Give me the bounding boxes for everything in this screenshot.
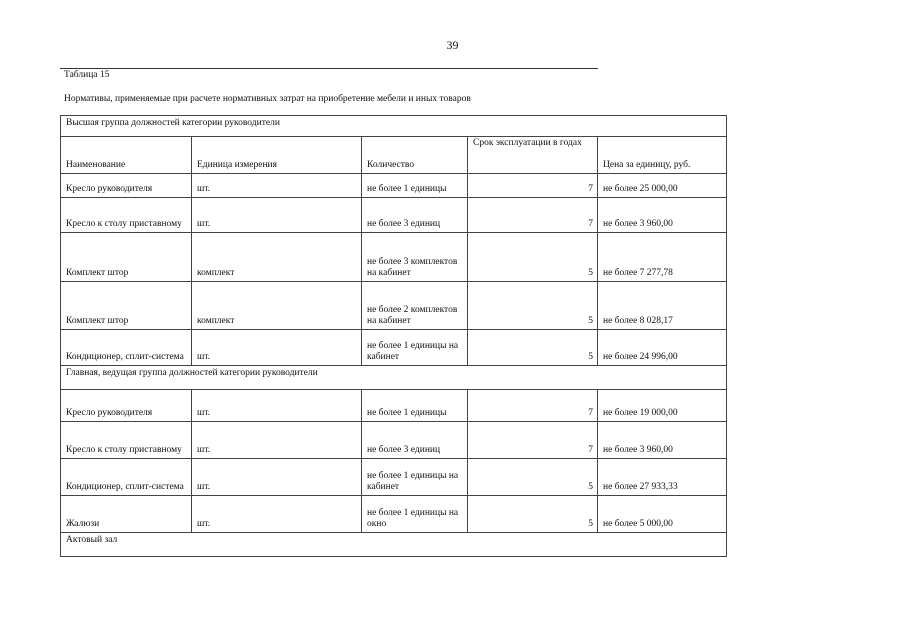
cell-price: не более 7 277,78 (598, 233, 727, 282)
cell-price: не более 5 000,00 (598, 496, 727, 533)
cell-name: Кондиционер, сплит-система (61, 330, 192, 366)
cell-unit: комплект (192, 233, 362, 282)
cell-quantity: не более 1 единицы на кабинет (362, 330, 468, 366)
table-row (61, 459, 727, 496)
cell-term: 5 (468, 282, 598, 330)
section-title: Актовый зал (61, 533, 727, 557)
table-row (61, 422, 727, 459)
table-row (61, 496, 727, 533)
cell-quantity: не более 1 единицы (362, 390, 468, 422)
cell-name: Кресло к столу приставному (61, 198, 192, 233)
cell-name: Комплект штор (61, 282, 192, 330)
cell-term: 5 (468, 233, 598, 282)
table-row (61, 390, 727, 422)
cell-term: 7 (468, 198, 598, 233)
cell-term: 5 (468, 330, 598, 366)
cell-term: 7 (468, 422, 598, 459)
cell-name: Кресло к столу приставному (61, 422, 192, 459)
cell-name: Кресло руководителя (61, 174, 192, 198)
cell-price: не более 8 028,17 (598, 282, 727, 330)
cell-quantity: не более 1 единицы (362, 174, 468, 198)
cell-quantity: не более 3 комплектов на кабинет (362, 233, 468, 282)
cell-price: не более 25 000,00 (598, 174, 727, 198)
cell-quantity: не более 2 комплектов на кабинет (362, 282, 468, 330)
header-quantity: Количество (362, 137, 468, 174)
table-caption: Таблица 15 (64, 70, 110, 80)
cell-unit: шт. (192, 390, 362, 422)
table-row (61, 330, 727, 366)
cell-unit: шт. (192, 198, 362, 233)
cell-quantity: не более 3 единиц (362, 198, 468, 233)
table-title: Нормативы, применяемые при расчете нормативных затрат на приобретение мебели и иных товаров (64, 94, 471, 104)
cell-price: не более 3 960,00 (598, 422, 727, 459)
cell-unit: комплект (192, 282, 362, 330)
section-title: Главная, ведущая группа должностей категории руководители (61, 366, 727, 390)
cell-unit: шт. (192, 330, 362, 366)
page-number: 39 (446, 38, 459, 52)
cell-quantity: не более 1 единицы на окно (362, 496, 468, 533)
cell-name: Комплект штор (61, 233, 192, 282)
header-unit: Единица измерения (192, 137, 362, 174)
section-row (61, 116, 727, 137)
header-price: Цена за единицу, руб. (598, 137, 727, 174)
cell-term: 5 (468, 496, 598, 533)
table-header-row (61, 137, 727, 174)
cell-price: не более 24 996,00 (598, 330, 727, 366)
cell-quantity: не более 3 единиц (362, 422, 468, 459)
table-row (61, 233, 727, 282)
header-term: Срок эксплуатации в годах (468, 137, 598, 174)
cell-quantity: не более 1 единицы на кабинет (362, 459, 468, 496)
header-name: Наименование (61, 137, 192, 174)
cell-name: Кресло руководителя (61, 390, 192, 422)
cell-term: 7 (468, 390, 598, 422)
cell-unit: шт. (192, 174, 362, 198)
table-row (61, 198, 727, 233)
cell-name: Кондиционер, сплит-система (61, 459, 192, 496)
cell-unit: шт. (192, 422, 362, 459)
section-title: Высшая группа должностей категории руководители (61, 116, 727, 137)
cell-unit: шт. (192, 496, 362, 533)
table-row (61, 174, 727, 198)
cell-term: 7 (468, 174, 598, 198)
section-row (61, 366, 727, 390)
header-rule (60, 68, 598, 69)
table-row (61, 282, 727, 330)
section-row (61, 533, 727, 557)
cell-price: не более 27 933,33 (598, 459, 727, 496)
cell-unit: шт. (192, 459, 362, 496)
cell-price: не более 3 960,00 (598, 198, 727, 233)
norms-table (60, 115, 727, 557)
cell-name: Жалюзи (61, 496, 192, 533)
cell-term: 5 (468, 459, 598, 496)
cell-price: не более 19 000,00 (598, 390, 727, 422)
